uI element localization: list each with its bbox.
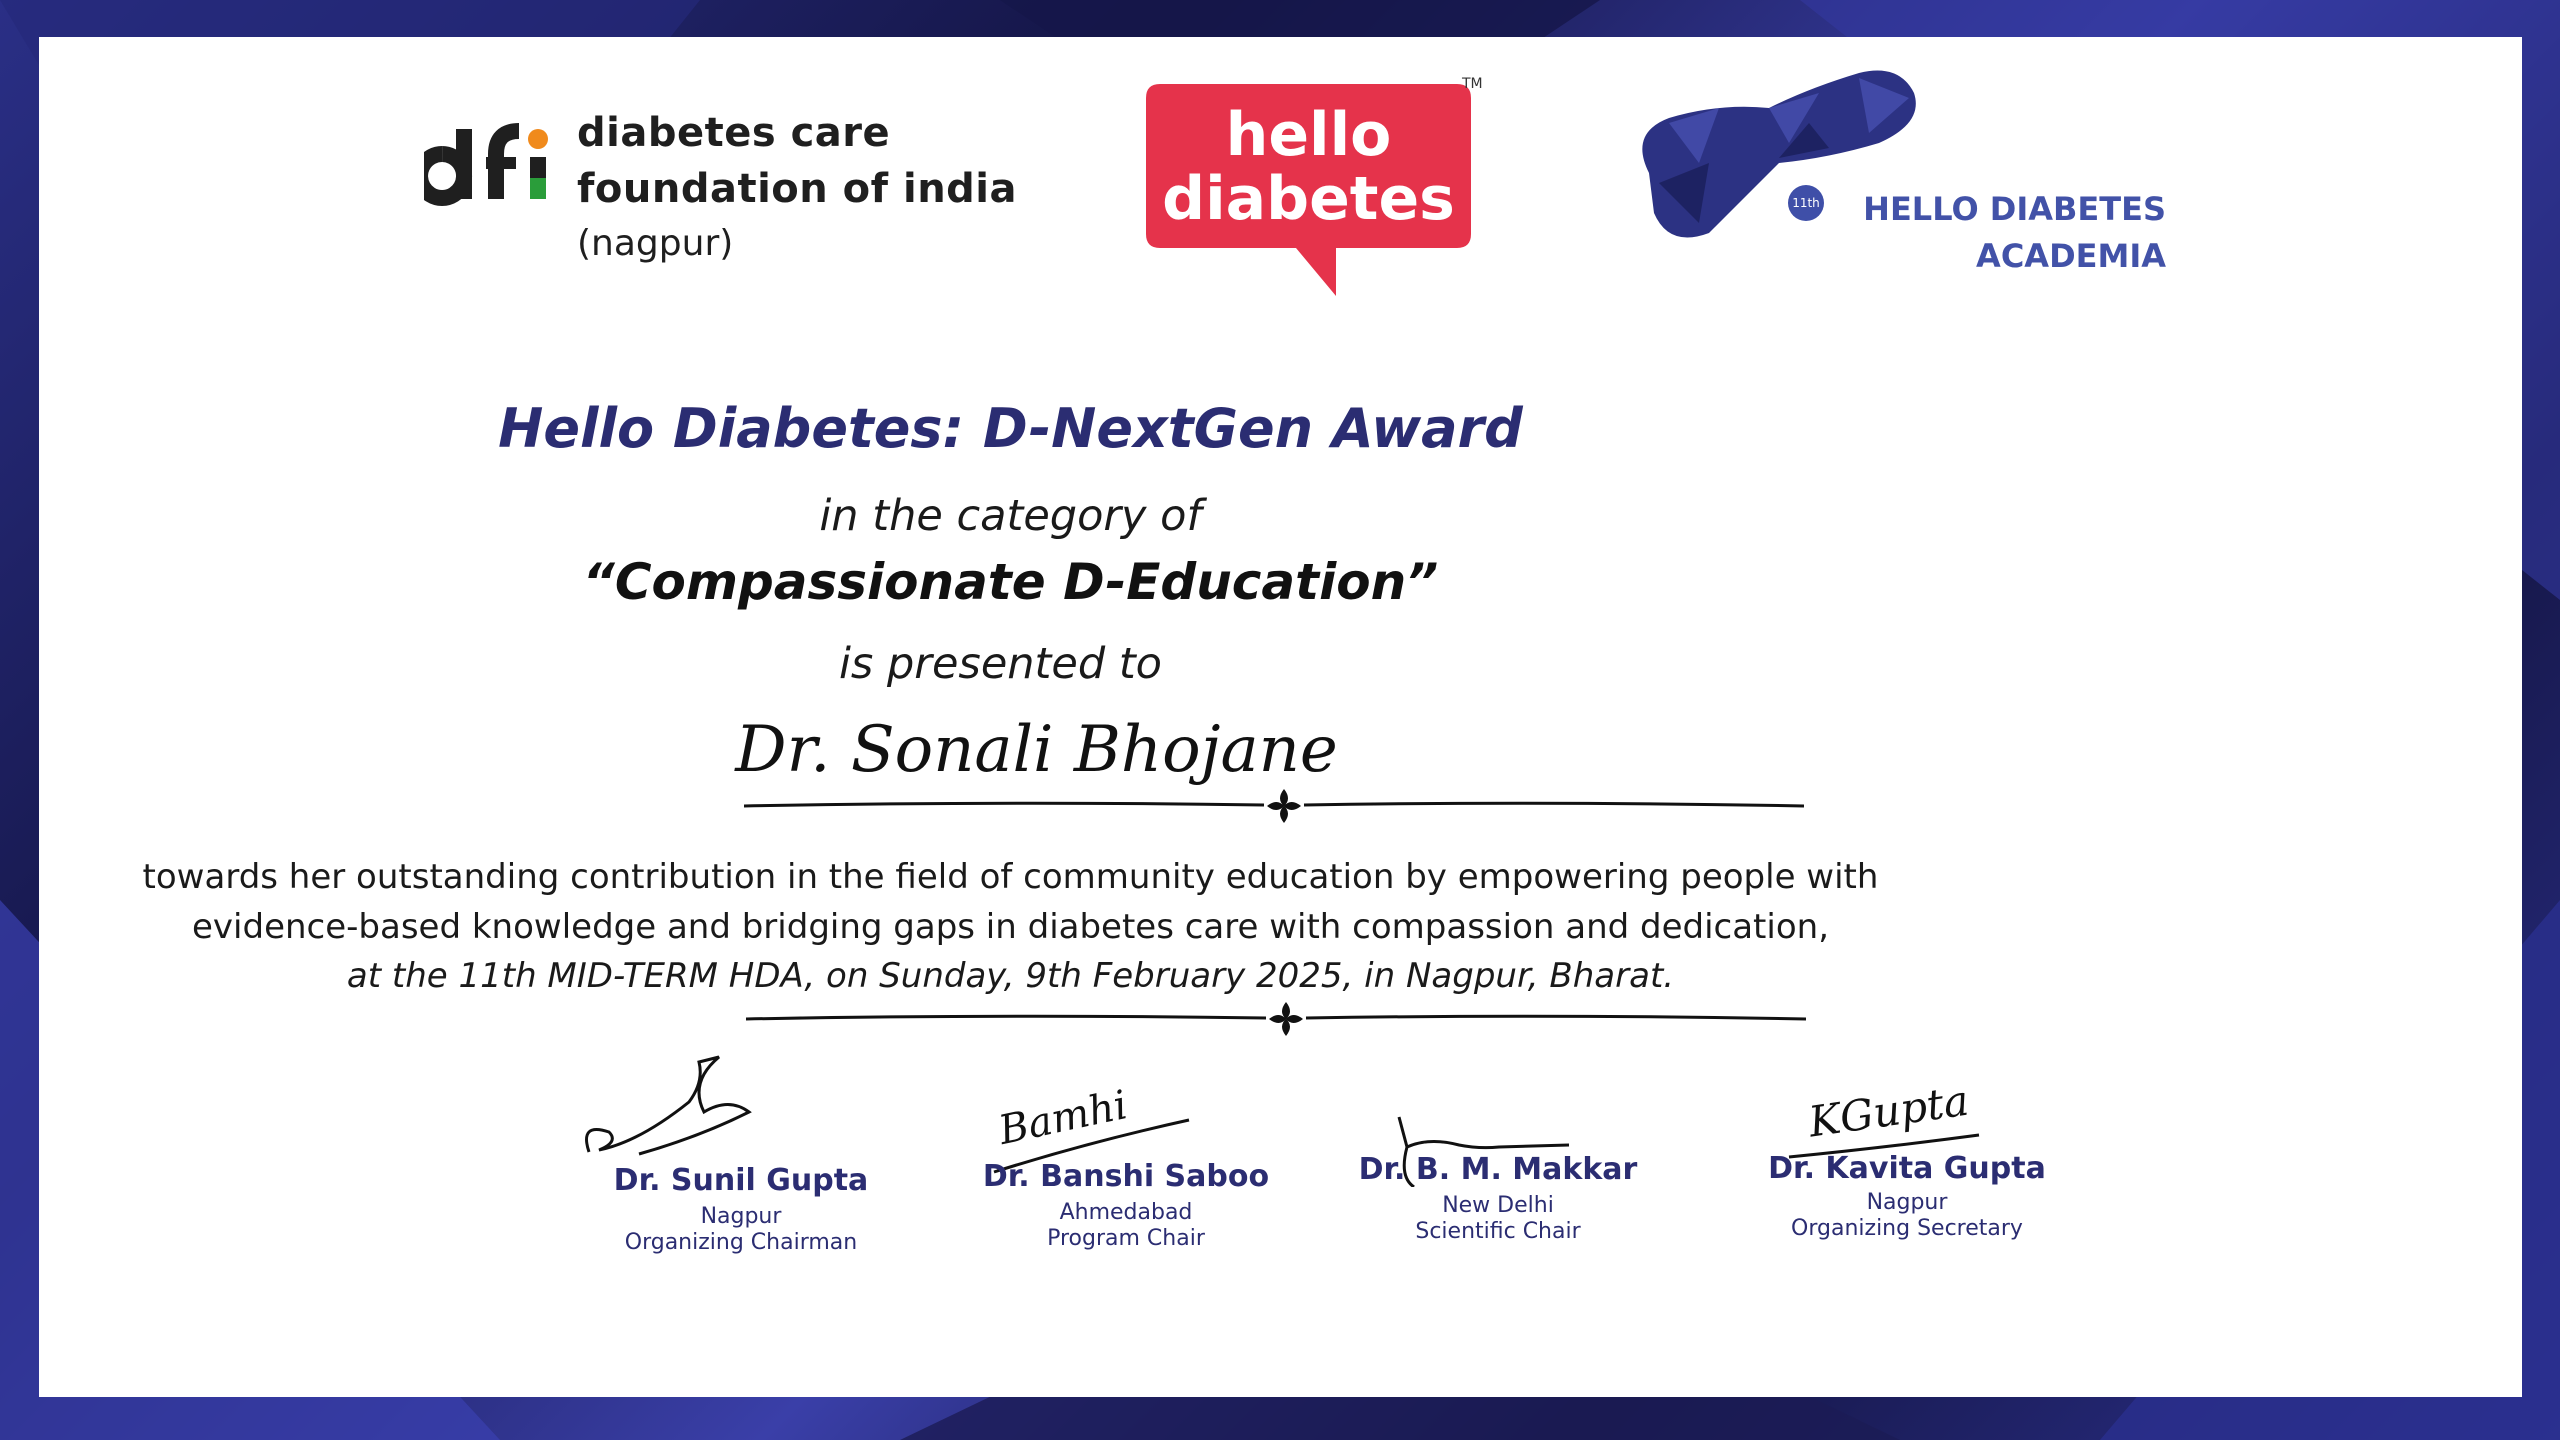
dfi-logo-mark [424,109,574,229]
signatory-role: Organizing Secretary [1791,1216,2023,1241]
signatory-city: Nagpur [700,1204,782,1229]
award-category: “Compassionate D-Education” [582,553,1439,611]
signatory-role: Organizing Chairman [624,1230,858,1255]
signatory-role: Program Chair [1047,1226,1205,1251]
recipient-name: Dr. Sonali Bhojane [735,713,1338,787]
signatory-city: Ahmedabad [1059,1200,1193,1225]
dfi-name-line1: diabetes care [577,110,891,156]
signatory-3 [1318,1152,1678,1245]
presented-to-label: is presented to [838,639,1162,689]
signatory-2 [946,1159,1306,1252]
signatory-name: Dr. Sunil Gupta [613,1163,869,1198]
signatory-city: New Delhi [1442,1193,1554,1218]
signature-sunil-gupta [579,1042,759,1167]
svg-text:Bamhi: Bamhi [994,1082,1132,1155]
signatory-name: Dr. Kavita Gupta [1768,1151,2046,1186]
trademark-mark: TM [1462,76,1483,92]
academia-title-line1: HELLO DIABETES [1863,190,2166,228]
dfi-name-line2: foundation of india [577,166,1018,212]
award-title: Hello Diabetes: D-NextGen Award [498,397,1523,460]
hello-diabetes-text-line2: diabetes [1162,164,1455,234]
signatory-4 [1727,1151,2087,1242]
category-intro: in the category of [819,491,1202,541]
svg-text:KGupta: KGupta [1805,1075,1972,1147]
hello-diabetes-text-line1: hello [1225,100,1392,170]
citation-line-2: evidence-based knowledge and bridging gaps in diabetes care with compassion and dedication, [192,907,1829,947]
academia-title-line2: ACADEMIA [1976,237,2166,275]
signatory-name: Dr. Banshi Saboo [982,1159,1270,1194]
citation-line-3: at the 11th MID-TERM HDA, on Sunday, 9th February 2025, in Nagpur, Bharat. [346,956,1675,996]
hello-diabetes-logo [1146,84,1471,310]
signatory-role: Scientific Chair [1415,1219,1581,1244]
ornamental-divider-top [744,781,1804,836]
ornamental-divider-bottom [746,994,1806,1049]
academia-edition-badge: 11th [1788,185,1824,221]
citation-line-1: towards her outstanding contribution in the field of community education by empowering people with [142,857,1879,897]
dfi-location: (nagpur) [577,223,734,264]
signatory-city: Nagpur [1866,1190,1948,1215]
signatory-name: Dr. B. M. Makkar [1358,1152,1638,1187]
signatory-1 [561,1163,921,1256]
certificate-card [39,37,2522,1397]
